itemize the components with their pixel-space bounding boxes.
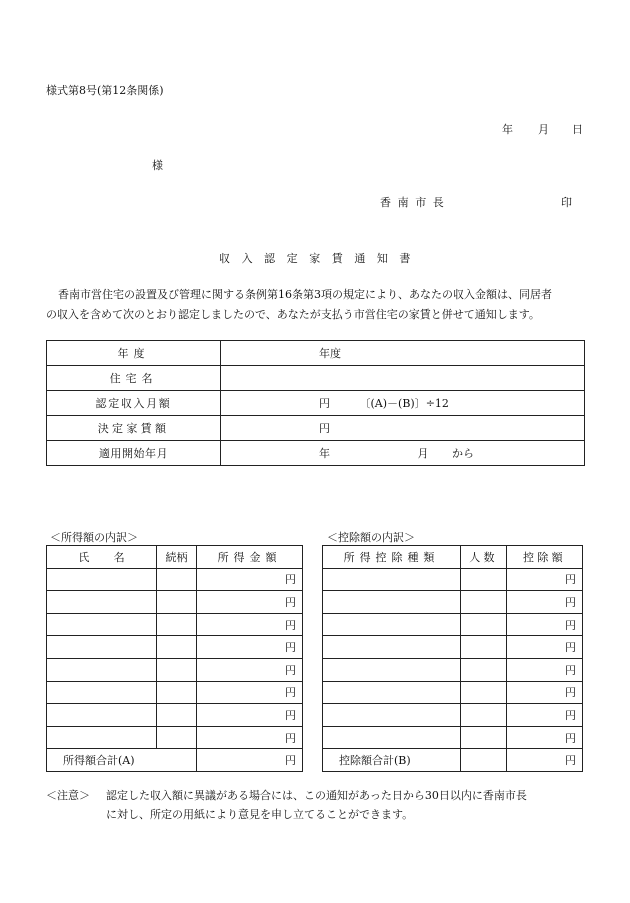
row-decided-rent <box>47 416 585 441</box>
value-certified-income <box>221 391 585 416</box>
label-certified-income: 認定収入月額 <box>47 391 221 416</box>
income-relationship-cell <box>157 704 197 727</box>
income-amount-cell: 円 <box>197 568 303 591</box>
deduction-breakdown-table <box>322 545 583 772</box>
income-name-cell <box>47 591 157 614</box>
income-relationship-cell <box>157 636 197 659</box>
income-name-cell <box>47 636 157 659</box>
deduction-count-cell <box>461 636 507 659</box>
deduction-header-row <box>323 546 583 569</box>
deduction-total-spacer <box>461 749 507 772</box>
deduction-row <box>323 591 583 614</box>
deduction-row <box>323 726 583 749</box>
deduction-amount-cell: 円 <box>507 726 583 749</box>
income-row <box>47 704 303 727</box>
deduction-count-cell <box>461 681 507 704</box>
header-person-count: 人数 <box>461 546 507 569</box>
label-fiscal-year: 年度 <box>47 341 221 366</box>
deduction-type-cell <box>323 658 461 681</box>
deduction-count-cell <box>461 568 507 591</box>
deduction-amount-cell: 円 <box>507 613 583 636</box>
income-amount-cell: 円 <box>197 613 303 636</box>
note-line-2: に対し、所定の用紙により意見を申し立てることができます。 <box>106 808 414 821</box>
deduction-row <box>323 658 583 681</box>
deduction-type-cell <box>323 726 461 749</box>
income-row <box>47 591 303 614</box>
deduction-row <box>323 704 583 727</box>
income-amount-cell: 円 <box>197 726 303 749</box>
deduction-type-cell <box>323 568 461 591</box>
income-relationship-cell <box>157 726 197 749</box>
row-housing-name <box>47 366 585 391</box>
deduction-amount-cell: 円 <box>507 636 583 659</box>
header-income-amount: 所得金額 <box>197 546 303 569</box>
income-relationship-cell <box>157 591 197 614</box>
deduction-type-cell <box>323 681 461 704</box>
income-amount-cell: 円 <box>197 681 303 704</box>
income-amount-cell: 円 <box>197 591 303 614</box>
deduction-count-cell <box>461 658 507 681</box>
header-deduction-amount: 控除額 <box>507 546 583 569</box>
deduction-total-label: 控除額合計(B) <box>323 749 461 772</box>
income-row <box>47 568 303 591</box>
date-year-label: 年 <box>502 123 513 136</box>
income-name-cell <box>47 658 157 681</box>
deduction-count-cell <box>461 726 507 749</box>
income-relationship-cell <box>157 681 197 704</box>
deduction-amount-cell: 円 <box>507 681 583 704</box>
income-row <box>47 658 303 681</box>
note-line-1: 認定した収入額に異議がある場合には、この通知があった日から30日以内に香南市長 <box>106 789 527 802</box>
note-label: ＜注意＞ <box>46 789 90 802</box>
label-housing-name: 住宅名 <box>47 366 221 391</box>
label-start-date: 適用開始年月 <box>47 441 221 466</box>
notice-summary-table <box>46 340 585 466</box>
deduction-total-row <box>323 749 583 772</box>
deduction-amount-cell: 円 <box>507 704 583 727</box>
income-amount-cell: 円 <box>197 636 303 659</box>
start-year-label: 年 <box>319 447 330 460</box>
deduction-row <box>323 568 583 591</box>
row-start-date <box>47 441 585 466</box>
deduction-count-cell <box>461 613 507 636</box>
seal-mark: 印 <box>561 196 572 209</box>
row-certified-income <box>47 391 585 416</box>
income-relationship-cell <box>157 568 197 591</box>
deduction-type-cell <box>323 591 461 614</box>
income-name-cell <box>47 568 157 591</box>
value-housing-name <box>221 366 585 391</box>
date-day-label: 日 <box>572 123 583 136</box>
income-total-label: 所得額合計(A) <box>47 749 197 772</box>
deduction-type-cell <box>323 613 461 636</box>
income-formula: 〔(A)－(B)〕÷12 <box>359 397 449 410</box>
deduction-amount-cell: 円 <box>507 591 583 614</box>
income-name-cell <box>47 704 157 727</box>
deduction-count-cell <box>461 591 507 614</box>
form-number: 様式第8号(第12条関係) <box>46 84 164 97</box>
deduction-breakdown-caption: ＜控除額の内訳＞ <box>327 531 415 544</box>
start-from-label: から <box>452 447 474 460</box>
income-total-amount: 円 <box>197 749 303 772</box>
start-month-label: 月 <box>417 447 429 460</box>
deduction-row <box>323 681 583 704</box>
intro-line-1: 香南市営住宅の設置及び管理に関する条例第16条第3項の規定により、あなたの収入金額は、同居者 <box>58 288 552 301</box>
deduction-row <box>323 613 583 636</box>
header-relationship: 続柄 <box>157 546 197 569</box>
deduction-total-amount: 円 <box>507 749 583 772</box>
value-start-date <box>221 441 585 466</box>
deduction-amount-cell: 円 <box>507 658 583 681</box>
issuer-name: 香南市長 <box>380 196 451 209</box>
header-name: 氏名 <box>47 546 157 569</box>
value-fiscal-year: 年度 <box>221 341 585 366</box>
deduction-count-cell <box>461 704 507 727</box>
deduction-type-cell <box>323 636 461 659</box>
intro-line-2: の収入を含めて次のとおり認定しましたので、あなたが支払う市営住宅の家賃と併せて通知します。 <box>46 308 540 321</box>
income-name-cell <box>47 726 157 749</box>
deduction-amount-cell: 円 <box>507 568 583 591</box>
income-row <box>47 613 303 636</box>
value-decided-rent: 円 <box>221 416 585 441</box>
addressee-suffix: 様 <box>152 159 163 172</box>
header-deduction-type: 所得控除種類 <box>323 546 461 569</box>
income-row <box>47 636 303 659</box>
income-row <box>47 681 303 704</box>
income-relationship-cell <box>157 658 197 681</box>
date-month-label: 月 <box>538 123 549 136</box>
income-relationship-cell <box>157 613 197 636</box>
income-breakdown-table <box>46 545 303 772</box>
document-title: 収入認定家賃通知書 <box>219 252 422 265</box>
row-fiscal-year <box>47 341 585 366</box>
deduction-type-cell <box>323 704 461 727</box>
income-row <box>47 726 303 749</box>
income-name-cell <box>47 613 157 636</box>
yen-unit: 円 <box>319 397 330 410</box>
label-decided-rent: 決定家賃額 <box>47 416 221 441</box>
income-total-row <box>47 749 303 772</box>
income-name-cell <box>47 681 157 704</box>
income-amount-cell: 円 <box>197 658 303 681</box>
deduction-row <box>323 636 583 659</box>
income-header-row <box>47 546 303 569</box>
income-amount-cell: 円 <box>197 704 303 727</box>
income-breakdown-caption: ＜所得額の内訳＞ <box>50 531 138 544</box>
